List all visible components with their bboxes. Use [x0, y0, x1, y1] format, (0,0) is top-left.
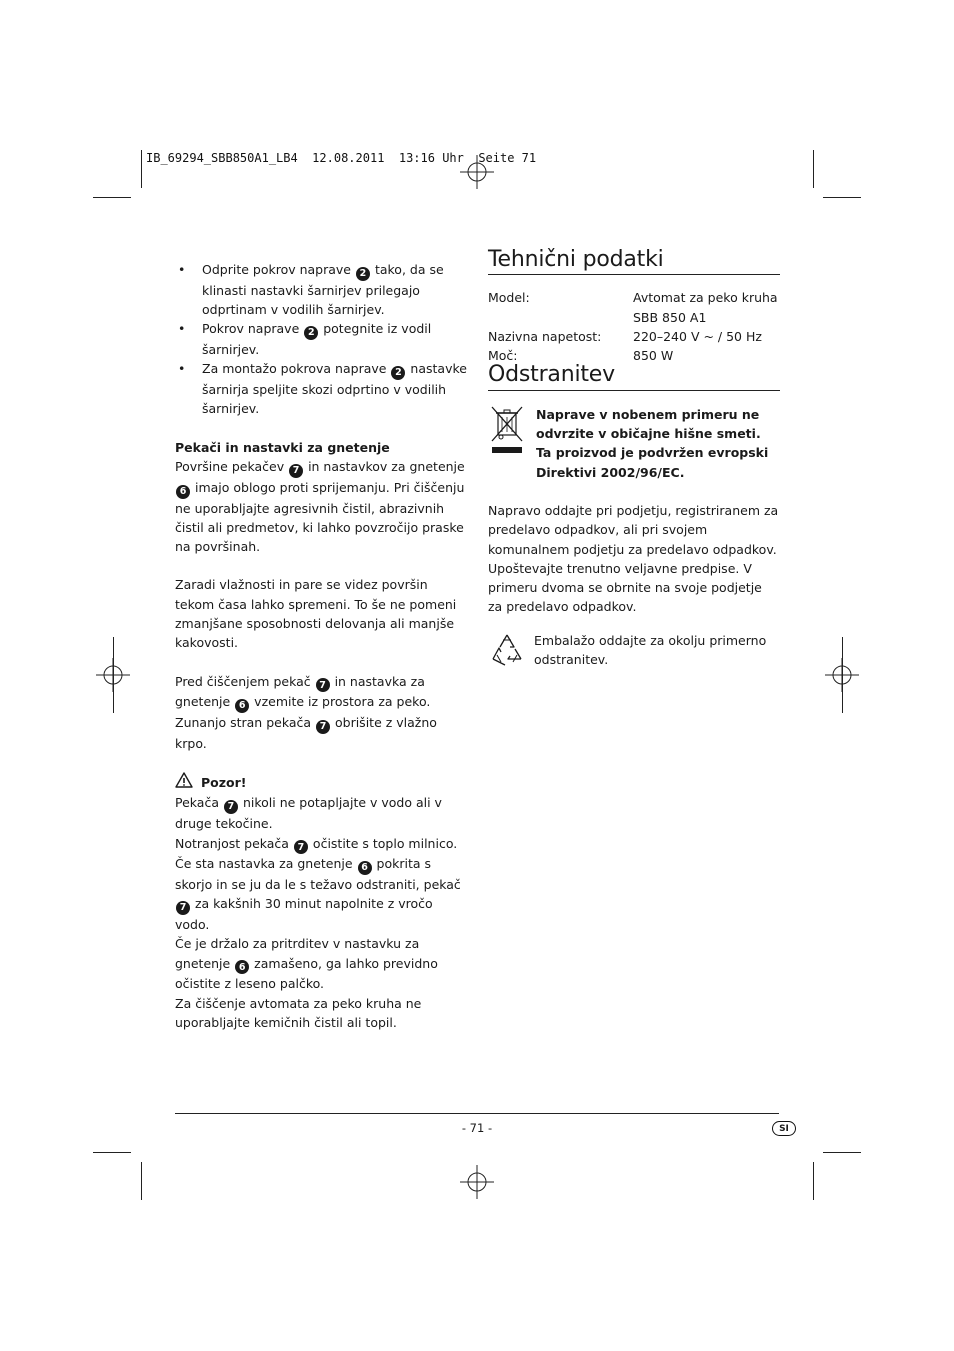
part-number-badge: 7	[316, 678, 330, 692]
crop-mark	[813, 1162, 814, 1200]
crop-mark	[93, 197, 131, 198]
page-number: - 71 -	[461, 1121, 493, 1135]
packaging-text: Embalažo oddajte za okolju primerno odstranitev.	[534, 632, 767, 668]
paragraph: Za čiščenje avtomata za peko kruha ne uporabljajte kemičnih čistil ali topil.	[175, 995, 422, 1030]
part-number-badge: 7	[289, 464, 303, 478]
crop-mark	[93, 1152, 131, 1153]
bullet-marker: •	[178, 361, 186, 377]
paragraph: Notranjost pekača 7 očistite s toplo milnico.	[175, 835, 458, 853]
part-number-badge: 7	[294, 840, 308, 854]
tech-data-heading: Tehnični podatki	[488, 250, 780, 275]
part-number-badge: 2	[356, 267, 370, 281]
warning-heading	[175, 772, 467, 793]
paragraph: Pred čiščenjem pekač 7 in nastavka za gnetenje 6 vzemite iz prostora za peko. Zunanjo stran pekača 7 obrišite z vlažno krpo.	[175, 673, 437, 751]
part-number-badge: 6	[358, 861, 372, 875]
disposal-heading: Odstranitev	[488, 365, 780, 390]
bullet-item: • Za montažo pokrova naprave 2 nastavke šarnirja speljite skozi odprtino v vodilih šarnirjev.	[178, 361, 467, 417]
section-heading: Pekači in nastavki za gnetenje	[175, 439, 390, 455]
bullet-marker: •	[178, 321, 186, 337]
part-number-badge: 6	[235, 699, 249, 713]
crop-mark	[113, 637, 114, 713]
warning-label: Pozor!	[201, 775, 247, 791]
crop-mark	[813, 150, 814, 188]
crossed-bin-icon	[488, 405, 526, 482]
spec-row: Model: Avtomat za peko kruha	[488, 290, 778, 306]
paragraph: Zaradi vlažnosti in pare se videz površin tekom časa lahko spremeni. To še ne pomeni zmanjšane sposobnosti delovanja ali manjše kakovosti.	[175, 577, 457, 651]
bullet-item: • Odprite pokrov naprave 2 tako, da se klinasti nastavki šarnirjev prilegajo odprtinam v vodilih šarnirjev.	[178, 262, 444, 318]
part-number-badge: 7	[224, 800, 238, 814]
part-number-badge: 2	[304, 326, 318, 340]
part-number-badge: 6	[176, 485, 190, 499]
spec-row: Moč: 850 W	[488, 348, 674, 364]
paragraph: Napravo oddajte pri podjetju, registriranem za predelavo odpadkov, ali pri svojem komunalnem podjetju za predelavo odpadkov.	[488, 502, 779, 557]
spec-table	[488, 288, 780, 365]
spec-row: Nazivna napetost: 220–240 V ~ / 50 Hz	[488, 328, 762, 344]
print-slug: IB_69294_SBB850A1_LB4 12.08.2011 13:16 Uhr Seite 71	[146, 151, 537, 165]
part-number-badge: 7	[316, 720, 330, 734]
part-number-badge: 7	[176, 901, 190, 915]
part-number-badge: 2	[391, 366, 405, 380]
weee-notice	[488, 405, 780, 482]
part-number-badge: 6	[235, 960, 249, 974]
left-column	[175, 260, 467, 1032]
paragraph: Če sta nastavka za gnetenje 6 pokrita s skorjo in se ju da le s težavo odstraniti, pekač 7 za kakšnih 30 minut napolnite z vročo vodo.	[175, 856, 461, 933]
paragraph: Upoštevajte trenutno veljavne predpise. V primeru dvoma se obrnite na svoje podjetje za predelavo odpadkov.	[488, 560, 762, 615]
registration-mark-icon	[460, 155, 494, 189]
weee-text: Naprave v nobenem primeru ne odvrzite v običajne hišne smeti. Ta proizvod je podvržen evropski Direktivi 2002/96/EC.	[536, 406, 769, 480]
registration-mark-icon	[460, 1165, 494, 1199]
recycle-icon	[488, 631, 526, 674]
crop-mark	[823, 1152, 861, 1153]
crop-mark	[842, 637, 843, 713]
paragraph: Če je držalo za pritrditev v nastavku za gnetenje 6 zamašeno, ga lahko previdno očistite z leseno palčko.	[175, 936, 438, 992]
spec-row: SBB 850 A1	[633, 309, 707, 325]
crop-mark	[141, 150, 142, 188]
paragraph: Pekača 7 nikoli ne potapljajte v vodo ali v druge tekočine.	[175, 795, 442, 832]
bullet-marker: •	[178, 262, 186, 277]
packaging-note	[488, 631, 780, 674]
warning-triangle-icon	[175, 772, 193, 793]
crop-mark	[141, 1162, 142, 1200]
bullet-item: • Pokrov naprave 2 potegnite iz vodil šarnirjev.	[178, 321, 432, 358]
paragraph: Površine pekačev 7 in nastavkov za gnetenje 6 imajo oblogo proti sprijemanju. Pri čiščenju ne uporabljajte agresivnih čistil, abrazivnih čistil ali predmetov, ki lahko povzročijo praske na površinah.	[175, 459, 465, 555]
right-column	[488, 247, 780, 674]
footer-rule	[175, 1113, 779, 1114]
language-badge: SI	[772, 1121, 796, 1136]
crop-mark	[823, 197, 861, 198]
